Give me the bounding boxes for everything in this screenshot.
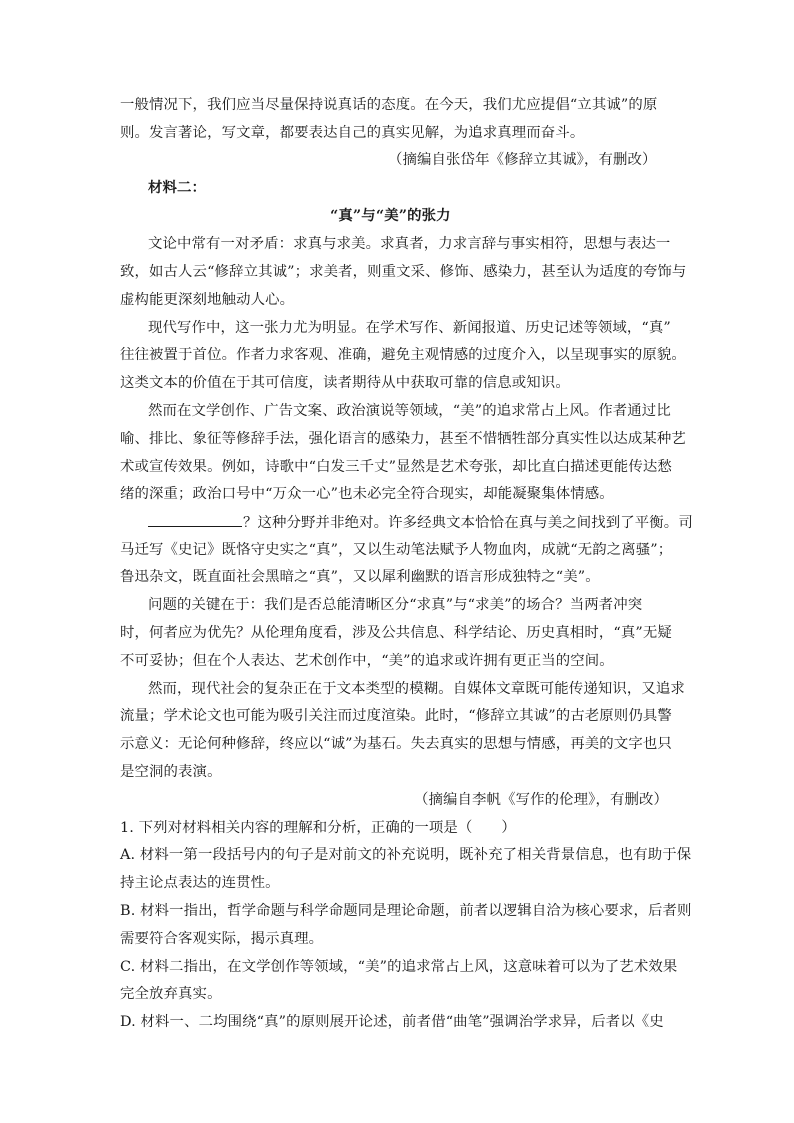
paragraph-line: 虚构能更深刻地触动人心。 [120,292,295,308]
paragraph-line: 致，如古人云“修辞立其诚”；求美者，则重文采、修饰、感染力，甚至认为适度的夸饰与 [120,264,687,280]
paragraph-line: 问题的关键在于：我们是否总能清晰区分“求真”与“求美”的场合？当两者冲突 [148,597,643,613]
material2-source: （摘编自李帆《写作的伦理》，有删改） [414,792,668,808]
material2-title: “真”与“美”的张力 [330,207,451,224]
option-b[interactable]: B. 材料一指出，哲学命题与科学命题同是理论命题，前者以逻辑自洽为核心要求，后者则 [120,903,692,919]
answer-blank[interactable] [148,512,242,527]
paragraph-line: 时，何者应为优先？从伦理角度看，涉及公共信息、科学结论、历史真相时，“真”无疑 [120,625,672,641]
material1-source: （摘编自张岱年《修辞立其诚》，有删改） [388,152,657,168]
paragraph-line: 喻、排比、象征等修辞手法，强化语言的感染力，甚至不惜牺牲部分真实性以达成某种艺 [120,431,686,447]
material1-line: 则。发言著论，写文章，都要表达自己的真实见解，为追求真理而奋斗。 [120,125,585,141]
paragraph-line: 然而，现代社会的复杂正在于文本类型的模糊。自媒体文章既可能传递知识，又追求 [148,681,685,697]
option-a-cont: 持主论点表达的连贯性。 [120,875,280,891]
paragraph-line: 然而在文学创作、广告文案、政治演说等领域，“美”的追求常占上风。作者通过比 [148,403,671,419]
paragraph-line: 是空洞的表演。 [120,764,222,780]
paragraph-line: 术或宣传效果。例如，诗歌中“白发三千丈”显然是艺术夸张，却比直白描述更能传达愁 [120,459,672,475]
paragraph-line: 鲁迅杂文，既直面社会黑暗之“真”，又以犀利幽默的语言形成独特之“美”。 [120,569,600,585]
paragraph-text: ？这种分野并非绝对。许多经典文本恰恰在真与美之间找到了平衡。司 [243,515,693,531]
paragraph-line: 示意义：无论何种修辞，终应以“诚”为基石。失去真实的思想与情感，再美的文字也只 [120,736,672,752]
option-c[interactable]: C. 材料二指出，在文学创作等领域，“美”的追求常占上风，这意味着可以为了艺术效果 [120,959,678,975]
paragraph-line: 这类文本的价值在于其可信度，读者期待从中获取可靠的信息或知识。 [120,375,570,391]
paragraph-line: 马迁写《史记》既恪守史实之“真”，又以生动笔法赋予人物血肉，成就“无韵之离骚”； [120,542,673,558]
paragraph-line-with-blank [148,512,693,533]
paragraph-line: 现代写作中，这一张力尤为明显。在学术写作、新闻报道、历史记述等领域，“真” [148,320,671,336]
paragraph-line: 绪的深重；政治口号中“万众一心”也未必完全符合现实，却能凝聚集体情感。 [120,486,614,502]
option-b-cont: 需要符合客观实际，揭示真理。 [120,931,324,947]
question-stem: 1. 下列对材料相关内容的理解和分析，正确的一项是（ ） [120,820,516,836]
paragraph-line: 文论中常有一对矛盾：求真与求美。求真者，力求言辞与事实相符，思想与表达一 [148,236,671,252]
option-a[interactable]: A. 材料一第一段括号内的句子是对前文的补充说明，既补充了相关背景信息，也有助于保 [120,847,692,863]
paragraph-line: 不可妥协；但在个人表达、艺术创作中，“美”的追求或许拥有更正当的空间。 [120,653,614,669]
paragraph-line: 流量；学术论文也可能为吸引关注而过度渲染。此时，“修辞立其诚”的古老原则仍具警 [120,708,672,724]
option-c-cont: 完全放弃真实。 [120,986,222,1002]
material1-line: 一般情况下，我们应当尽量保持说真话的态度。在今天，我们尤应提倡“立其诚”的原 [120,97,658,113]
material2-label: 材料二： [148,179,207,196]
paragraph-line: 往往被置于首位。作者力求客观、准确，避免主观情感的过度介入，以呈现事实的原貌。 [120,347,686,363]
option-d[interactable]: D. 材料一、二均围绕“真”的原则展开论述，前者借“曲笔”强调治学求异，后者以《史 [120,1014,664,1030]
